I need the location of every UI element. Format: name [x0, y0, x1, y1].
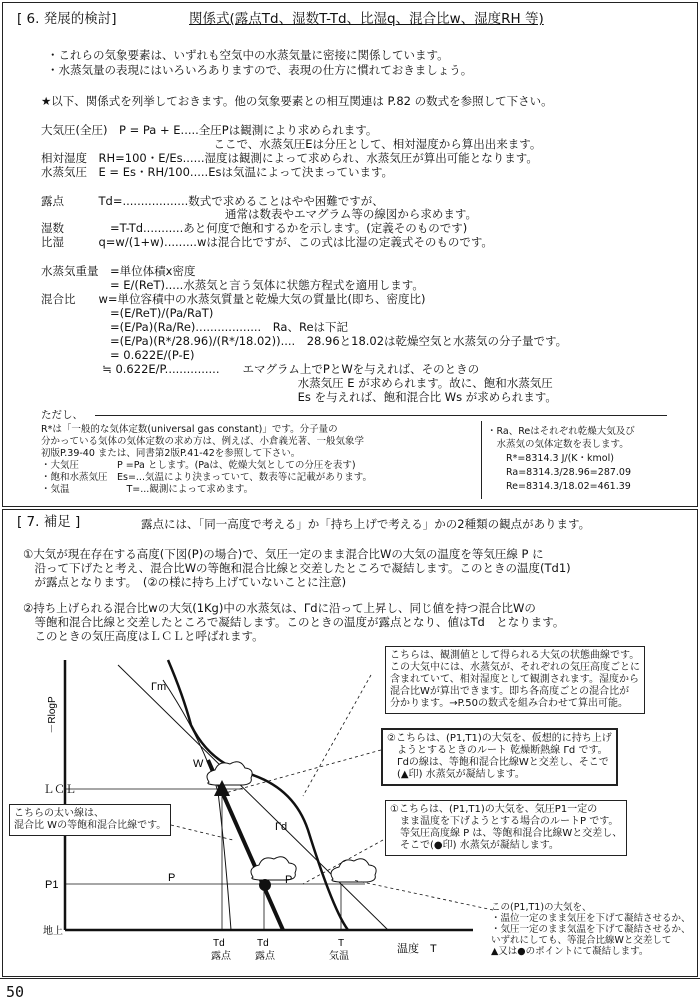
callout-line-left: [171, 825, 233, 840]
p1-label: P1: [45, 879, 59, 891]
gas-const-note-1: ・Ra、Reはそれぞれ乾燥大気及び: [487, 426, 635, 437]
ground-label: 地上: [43, 926, 63, 937]
cloud-icon: [207, 762, 252, 785]
note-sounding-line: 分かります。→P.50の数式を組み合わせて算出可能。: [390, 698, 628, 709]
eq-emagram-note-2: Es を与えれば、飽和混合比 Ws が求められます。: [41, 390, 557, 404]
tadashi-label: ただし、: [41, 409, 83, 421]
note-condensation-line: いずれにしても、等混合比線Wと交差して: [491, 935, 672, 946]
lcl-label: ＬＣＬ: [43, 784, 76, 796]
callout-line-top: [303, 675, 371, 796]
bullet-1: ・これらの気象要素は、いずれも空気中の水蒸気量に密接に関係しています。: [47, 48, 449, 62]
td-mid-label: Td: [257, 938, 269, 949]
eq-mixing-ratio-2: =(E/ReT)/(Pa/RaT): [41, 306, 214, 320]
note-dry-adiabat-line: (▲印) 水蒸気が凝結します。: [387, 769, 525, 780]
eq-mixing-ratio-6: ≒ 0.622E/P............... エマグラム上でPとWを与えれば、そのときの: [41, 362, 480, 376]
const-note-3: 初版P.39-40 または、同書第2版P.41-42を参照して下さい。: [41, 448, 301, 459]
section-7-headline: 露点には、「同一高度で考える」か「持ち上げで考える」かの2種類の観点があります。: [141, 517, 591, 531]
note-thick-line-text: 混合比 Wの等飽和混合比線です。: [14, 820, 167, 831]
eq-mixing-ratio: 混合比 w=単位容積中の水蒸気質量と乾燥大気の質量比(即ち、密度比): [41, 292, 426, 306]
const-note-5: ・飽和水蒸気圧 Es=...気温により決まっていて、数表等に記載があります。: [41, 472, 373, 483]
eq-emagram-note-1: 水蒸気圧 E が求められます。故に、飽和水蒸気圧: [41, 376, 553, 390]
point-2-line-3: このときの気圧高度はＬＣＬと呼ばれます。: [23, 629, 264, 643]
eq-mixing-ratio-4: =(E/Pa)(R*/28.96)/(R*/18.02)).... 28.96と18.02は乾燥空気と水蒸気の分子量です。: [41, 334, 568, 348]
point-1-line-2: 沿って下げたと考え、混合比Wの等飽和混合比線と交差したところで凝結します。このときの温度(Td1): [23, 561, 571, 575]
eq-rh: 相対湿度 RH=100・E/Es......湿度は観測によって求められ、水蒸気圧が算出可能となります。: [41, 151, 538, 165]
note-dry-adiabat-line: ②こちらは、(P1,T1)の大気を、仮想的に持ち上げ: [387, 733, 612, 744]
eq-dewpoint-depression: 湿数 =T-Td...........あと何度で飽和するかを示します。(定義そのものです): [41, 221, 468, 235]
section-6-title: [ 6. 発展的検討]: [17, 11, 117, 27]
note-isobar-route-line: そこで(●印) 水蒸気が凝結します。: [390, 840, 559, 851]
p-mid-label: P: [168, 872, 176, 884]
x-axis-label: 温度 T: [397, 943, 437, 955]
callout-line-bottom: [353, 880, 493, 910]
section-7: [2, 509, 698, 977]
td-mid-sub: 露点: [255, 951, 275, 962]
const-note-2: 分かっている気体の気体定数の求め方は、例えば、小倉義光著、一般気象学: [41, 436, 365, 447]
gas-const-note-5: Re=8314.3/18.02=461.39: [487, 481, 631, 492]
cloud-icon: [331, 859, 376, 882]
note-condensation-line: ・気圧一定のまま気温を下げて凝結させるか、: [491, 924, 691, 935]
eq-pressure-note: ここで、水蒸気圧Eは分圧として、相対湿度から算出出来ます。: [41, 137, 542, 151]
note-sounding-line: 混合比Wが算出できます。即ち各高度ごとの混合比が: [390, 686, 630, 697]
point-2-line-2: 等飽和混合比線と交差したところで凝結します。このときの温度が露点となり、値はTd となります。: [23, 615, 565, 629]
point-1-line-1: ①大気が現在存在する高度(下図(P)の場合)で、気圧一定のまま混合比Wの大気の温度を等気圧線 P に: [23, 547, 544, 561]
note-sounding-line: こちらは、観測値として得られる大気の状態曲線です。: [390, 650, 640, 661]
eq-vapor-weight: 水蒸気重量 =単位体積x密度: [41, 264, 196, 278]
note-isobar-route-line: ①こちらは、(P1,T1)の大気を、気圧P1一定の: [390, 804, 598, 815]
note-condensation: [491, 902, 691, 957]
td-left-sub: 露点: [211, 951, 231, 962]
eq-vapor-weight-2: = E/(ReT).....水蒸気と言う気体に状態方程式を適用します。: [41, 278, 424, 292]
note-thick-line-text: こちらの太い線は、: [14, 808, 104, 819]
bullet-2: ・水蒸気量の表現にはいろいろありますので、表現の仕方に慣れておきましょう。: [47, 63, 473, 77]
dry-adiabat-line: [118, 665, 388, 930]
td-left-label: Td: [213, 938, 225, 949]
footer-rule: [0, 978, 700, 979]
t-label: T: [338, 938, 345, 949]
page-number: 50: [6, 983, 25, 1001]
p-right-label: P: [285, 874, 293, 886]
note-condensation-line: この(P1,T1)の大気を、: [491, 902, 592, 913]
gamma-m-label: Γm: [151, 681, 167, 693]
note-sounding-line: この大気中には、水蒸気が、それぞれの気圧高度ごとに: [390, 662, 640, 673]
moist-adiabat-line: [163, 680, 231, 930]
note-condensation-line: ・温位一定のまま気圧を下げて凝結させるか、: [491, 913, 691, 924]
note-sounding-line: 含まれていて、相対湿度として観測されます。湿度から: [390, 674, 639, 685]
divider-line: [95, 415, 667, 416]
eq-vapor-pressure: 水蒸気圧 E = Es・RH/100.....Esは気温によって決まっています。: [41, 165, 394, 179]
point-2-line-1: ②持ち上げられる混合比wの大気(1Kg)中の水蒸気は、Γdに沿って上昇し、同じ値を持つ混合比Wの: [23, 601, 536, 615]
section-6-subtitle: 関係式(露点Td、湿数T-Td、比湿q、混合比w、湿度RH 等): [189, 11, 544, 27]
w-label: W: [193, 758, 204, 770]
circle-marker-icon: [259, 879, 271, 891]
note-condensation-line: ▲又は●のポイントにて凝結します。: [491, 946, 649, 957]
note-dry-adiabat-line: ようとするときのルート 乾燥断熱線 Γd です。: [387, 745, 608, 756]
note-dry-adiabat-line: Γdの線は、等飽和混合比線Wと交差し、そこで: [387, 757, 609, 768]
star-note: ★以下、関係式を列挙しておきます。他の気象要素との相互関連は P.82 の数式を参照して下さい。: [41, 94, 553, 108]
note-separator: [481, 421, 482, 499]
note-isobar-route-line: まま温度を下げようとする場合のルートP です。: [390, 816, 619, 827]
gas-const-note-2: 水蒸気の気体定数を表します。: [487, 439, 629, 450]
sounding-curve: [168, 660, 348, 930]
eq-pressure: 大気圧(全圧) P = Pa + E.....全圧Pは観測により求められます。: [41, 123, 378, 137]
note-isobar-route: [385, 800, 627, 856]
eq-mixing-ratio-5: = 0.622E/(P-E): [41, 348, 195, 362]
t-sub: 気温: [329, 951, 349, 962]
eq-mixing-ratio-3: =(E/Pa)(Ra/Re).................. Ra、Reは下記: [41, 320, 349, 334]
y-axis-label: －RlogP: [47, 696, 58, 734]
point-1-line-3: が露点となります。 (②の様に持ち上げていないことに注意): [23, 575, 347, 589]
eq-dewpoint-note: 通常は数表やエマグラム等の線図から求めます。: [41, 207, 477, 221]
note-dry-adiabat: [381, 728, 618, 786]
gamma-d-label: Γd: [275, 821, 288, 833]
section-6: [2, 2, 698, 507]
gas-const-note-4: Ra=8314.3/28.96=287.09: [487, 467, 632, 478]
eq-dewpoint: 露点 Td=..................数式で求めることはやや困難ですが、: [41, 194, 384, 208]
const-note-1: R*は「一般的な気体定数(universal gas constant)」です。分子量の: [41, 424, 338, 435]
note-isobar-route-line: 等気圧高度線 P は、等飽和混合比線Wと交差し、: [390, 828, 623, 839]
const-note-6: ・気温 T=...観測によって求めます。: [41, 484, 254, 495]
gas-const-note-3: R*=8314.3 J/(K・kmol): [487, 453, 614, 464]
eq-specific-humidity: 比湿 q=w/(1+w).........wは混合比ですが、この式は比湿の定義式そのものです。: [41, 235, 493, 249]
section-7-title: [ 7. 補足 ]: [17, 514, 81, 530]
const-note-4: ・大気圧 P =Pa とします。(Paは、乾燥大気としての分圧を表す): [41, 460, 356, 471]
note-thick-line: [9, 804, 171, 836]
note-sounding: [385, 646, 645, 714]
